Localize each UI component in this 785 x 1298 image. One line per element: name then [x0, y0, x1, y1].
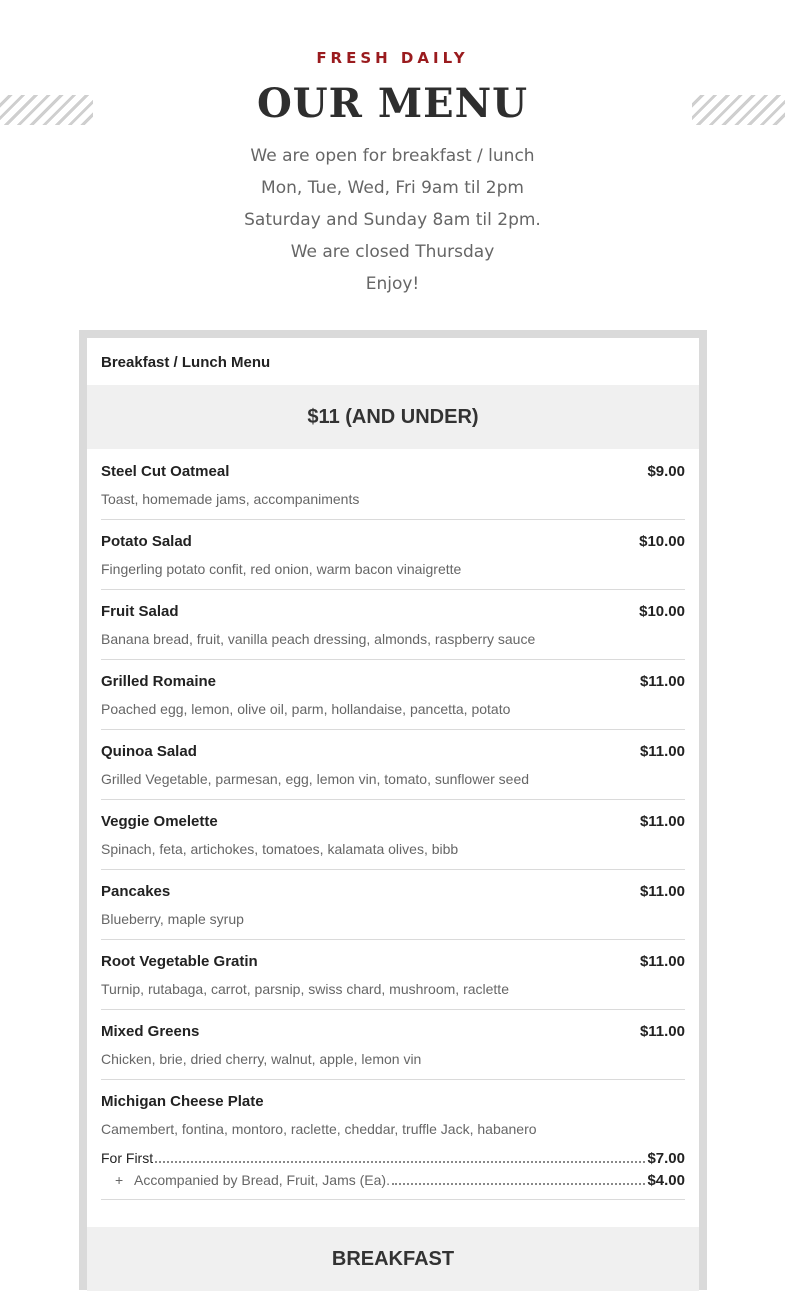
dot-leader: [155, 1161, 645, 1163]
item-name: Quinoa Salad: [101, 743, 197, 760]
item-description: Fingerling potato confit, red onion, warm bacon vinaigrette: [101, 561, 462, 577]
item-price: $11.00: [639, 813, 685, 830]
option-label: Accompanied by Bread, Fruit, Jams (Ea).: [134, 1172, 390, 1188]
menu-item: [101, 869, 685, 940]
hours-line: We are open for breakfast / lunch: [250, 146, 535, 166]
item-description: Blueberry, maple syrup: [101, 911, 244, 927]
menu-item: [101, 1009, 685, 1080]
eyebrow-label: FRESH DAILY: [316, 49, 469, 67]
item-name: Mixed Greens: [101, 1023, 200, 1040]
menu-item: [101, 589, 685, 660]
hours-line: Mon, Tue, Wed, Fri 9am til 2pm: [261, 178, 524, 198]
menu-item: [101, 799, 685, 870]
option-price: $4.00: [647, 1172, 685, 1189]
menu-card: [87, 338, 699, 1298]
item-name: Grilled Romaine: [101, 673, 217, 690]
hours-line: Enjoy!: [365, 274, 420, 294]
item-description: Turnip, rutabaga, carrot, parsnip, swiss chard, mushroom, raclette: [101, 981, 509, 997]
item-price: $11.00: [639, 953, 685, 970]
menu-item: [101, 449, 685, 520]
item-name: Veggie Omelette: [101, 813, 218, 830]
price-option-row: [101, 1150, 685, 1170]
item-description: Grilled Vegetable, parmesan, egg, lemon vin, tomato, sunflower seed: [101, 771, 530, 787]
item-description: Camembert, fontina, montoro, raclette, cheddar, truffle Jack, habanero: [101, 1121, 537, 1137]
menu-frame: [79, 330, 707, 1290]
item-price: $10.00: [639, 533, 685, 550]
item-name: Root Vegetable Gratin: [101, 953, 258, 970]
section-header-breakfast: BREAKFAST: [87, 1227, 699, 1291]
section-header-under-11: $11 (AND UNDER): [87, 385, 699, 449]
menu-item: [101, 939, 685, 1010]
item-description: Spinach, feta, artichokes, tomatoes, kalamata olives, bibb: [101, 841, 459, 857]
item-price: $11.00: [639, 743, 685, 760]
item-price: $9.00: [647, 463, 685, 480]
menu-item: [101, 659, 685, 730]
dot-leader: [392, 1183, 645, 1185]
item-name: Pancakes: [101, 883, 171, 900]
item-name: Fruit Salad: [101, 603, 179, 620]
item-name: Potato Salad: [101, 533, 192, 550]
menu-item: [101, 519, 685, 590]
item-price: $10.00: [639, 603, 685, 620]
item-description: Chicken, brie, dried cherry, walnut, apple, lemon vin: [101, 1051, 422, 1067]
hours-line: Saturday and Sunday 8am til 2pm.: [244, 210, 541, 230]
item-name: Steel Cut Oatmeal: [101, 463, 230, 480]
price-option-row: [101, 1172, 685, 1192]
option-label: For First: [101, 1150, 154, 1166]
menu-item-cheese-plate: [101, 1079, 685, 1200]
item-price: $11.00: [639, 673, 685, 690]
hours-line: We are closed Thursday: [290, 242, 495, 262]
item-price: $11.00: [639, 1023, 685, 1040]
item-name: Michigan Cheese Plate: [101, 1093, 264, 1110]
opening-hours: [0, 140, 785, 300]
item-description: Banana bread, fruit, vanilla peach dressing, almonds, raspberry sauce: [101, 631, 536, 647]
item-description: Toast, homemade jams, accompaniments: [101, 491, 360, 507]
plus-icon: +: [115, 1172, 124, 1188]
menu-item: [101, 729, 685, 800]
item-description: Poached egg, lemon, olive oil, parm, hollandaise, pancetta, potato: [101, 701, 511, 717]
page-title: OUR MENU: [256, 80, 529, 127]
item-price: $11.00: [639, 883, 685, 900]
menu-hero: [0, 0, 785, 330]
menu-card-title: Breakfast / Lunch Menu: [101, 354, 271, 371]
option-price: $7.00: [647, 1150, 685, 1167]
